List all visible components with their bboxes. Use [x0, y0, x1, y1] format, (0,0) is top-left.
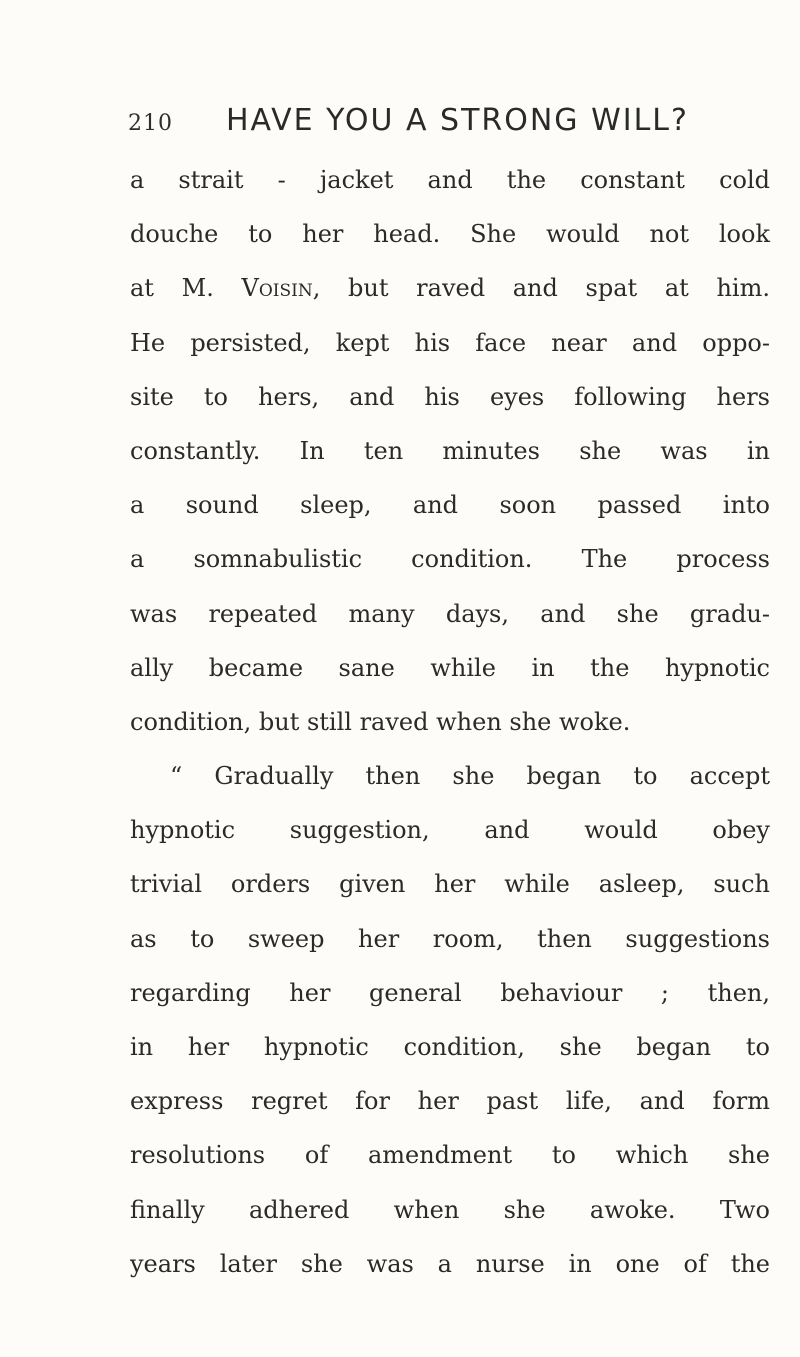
- text-line: years later she was a nurse in one of the: [130, 1249, 770, 1278]
- body-text: [130, 153, 770, 1291]
- text-line: express regret for her past life, and form: [130, 1087, 770, 1116]
- text-line: at M. Voisin, but raved and spat at him.: [130, 274, 770, 303]
- text-line: trivial orders given her while asleep, such: [130, 870, 770, 899]
- running-head: [128, 103, 768, 143]
- text-line: in her hypnotic condition, she began to: [130, 1033, 770, 1061]
- text-line: hypnotic suggestion, and would obey: [130, 816, 770, 845]
- text-line: finally adhered when she awoke. Two: [130, 1195, 770, 1224]
- text-line: douche to her head. She would not look: [130, 220, 770, 249]
- text-line: a sound sleep, and soon passed into: [130, 491, 770, 520]
- text-line: He persisted, kept his face near and oppo-: [130, 328, 770, 357]
- page-number: 210: [128, 111, 173, 136]
- text-line: site to hers, and his eyes following hers: [130, 382, 770, 411]
- text-line: condition, but still raved when she woke.: [130, 707, 631, 736]
- name-small-caps: Voisin: [241, 274, 313, 303]
- text-line: a strait - jacket and the constant cold: [130, 166, 770, 194]
- text-line: a somnabulistic condition. The process: [130, 545, 770, 574]
- text-line: as to sweep her room, then suggestions: [130, 924, 770, 953]
- text-line: resolutions of amendment to which she: [130, 1141, 770, 1170]
- text-line: regarding her general behaviour ; then,: [130, 978, 770, 1007]
- text-line: constantly. In ten minutes she was in: [130, 436, 770, 465]
- text-line: was repeated many days, and she gradu-: [130, 599, 770, 628]
- text-line: “ Gradually then she began to accept: [170, 762, 770, 791]
- running-title: HAVE YOU A STRONG WILL?: [226, 103, 689, 138]
- text-line: ally became sane while in the hypnotic: [130, 653, 770, 682]
